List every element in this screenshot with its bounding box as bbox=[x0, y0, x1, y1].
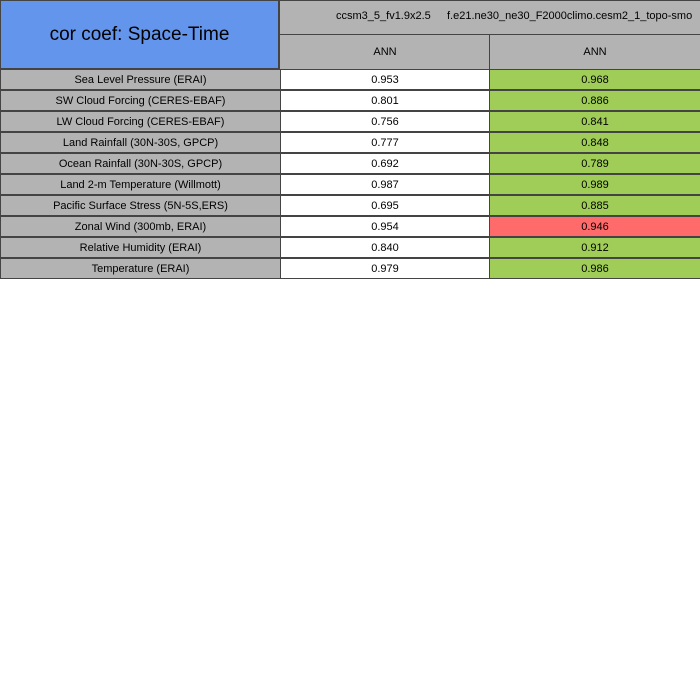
row-label: Land Rainfall (30N-30S, GPCP) bbox=[0, 132, 281, 153]
value-cell-column-2: 0.986 bbox=[489, 258, 700, 279]
row-label: Zonal Wind (300mb, ERAI) bbox=[0, 216, 281, 237]
table-row bbox=[0, 237, 700, 258]
row-label: SW Cloud Forcing (CERES-EBAF) bbox=[0, 90, 281, 111]
header-left-border bbox=[279, 0, 280, 70]
header-column-divider bbox=[489, 34, 490, 70]
value-cell-column-1: 0.840 bbox=[280, 237, 490, 258]
header-divider bbox=[280, 34, 700, 35]
table-row bbox=[0, 153, 700, 174]
row-label: Ocean Rainfall (30N-30S, GPCP) bbox=[0, 153, 281, 174]
value-cell-column-2: 0.912 bbox=[489, 237, 700, 258]
row-label: Land 2-m Temperature (Willmott) bbox=[0, 174, 281, 195]
column-1-season: ANN bbox=[373, 46, 397, 58]
row-label: Temperature (ERAI) bbox=[0, 258, 281, 279]
table-row bbox=[0, 132, 700, 153]
table-title-text: cor coef: Space-Time bbox=[49, 23, 230, 45]
value-cell-column-1: 0.953 bbox=[280, 69, 490, 90]
value-cell-column-2: 0.841 bbox=[489, 111, 700, 132]
value-cell-column-2: 0.968 bbox=[489, 69, 700, 90]
value-cell-column-1: 0.801 bbox=[280, 90, 490, 111]
table-row bbox=[0, 90, 700, 111]
table-row bbox=[0, 69, 700, 90]
row-label: Sea Level Pressure (ERAI) bbox=[0, 69, 281, 90]
column-1-case-name: ccsm3_5_fv1.9x2.5 bbox=[336, 10, 431, 22]
column-2-case-name: f.e21.ne30_ne30_F2000climo.cesm2_1_topo-smo bbox=[447, 10, 693, 22]
value-cell-column-1: 0.777 bbox=[280, 132, 490, 153]
value-cell-column-1: 0.979 bbox=[280, 258, 490, 279]
value-cell-column-2: 0.789 bbox=[489, 153, 700, 174]
value-cell-column-2: 0.848 bbox=[489, 132, 700, 153]
value-cell-column-1: 0.695 bbox=[280, 195, 490, 216]
table-row bbox=[0, 195, 700, 216]
column-2-season: ANN bbox=[583, 46, 607, 58]
row-label: Pacific Surface Stress (5N-5S,ERS) bbox=[0, 195, 281, 216]
table-title bbox=[0, 0, 279, 69]
table-row bbox=[0, 111, 700, 132]
row-label: Relative Humidity (ERAI) bbox=[0, 237, 281, 258]
value-cell-column-2: 0.946 bbox=[489, 216, 700, 237]
value-cell-column-1: 0.756 bbox=[280, 111, 490, 132]
table-row bbox=[0, 174, 700, 195]
table-row bbox=[0, 258, 700, 279]
value-cell-column-1: 0.987 bbox=[280, 174, 490, 195]
value-cell-column-1: 0.692 bbox=[280, 153, 490, 174]
table-row bbox=[0, 216, 700, 237]
value-cell-column-2: 0.886 bbox=[489, 90, 700, 111]
row-label: LW Cloud Forcing (CERES-EBAF) bbox=[0, 111, 281, 132]
value-cell-column-1: 0.954 bbox=[280, 216, 490, 237]
value-cell-column-2: 0.885 bbox=[489, 195, 700, 216]
value-cell-column-2: 0.989 bbox=[489, 174, 700, 195]
